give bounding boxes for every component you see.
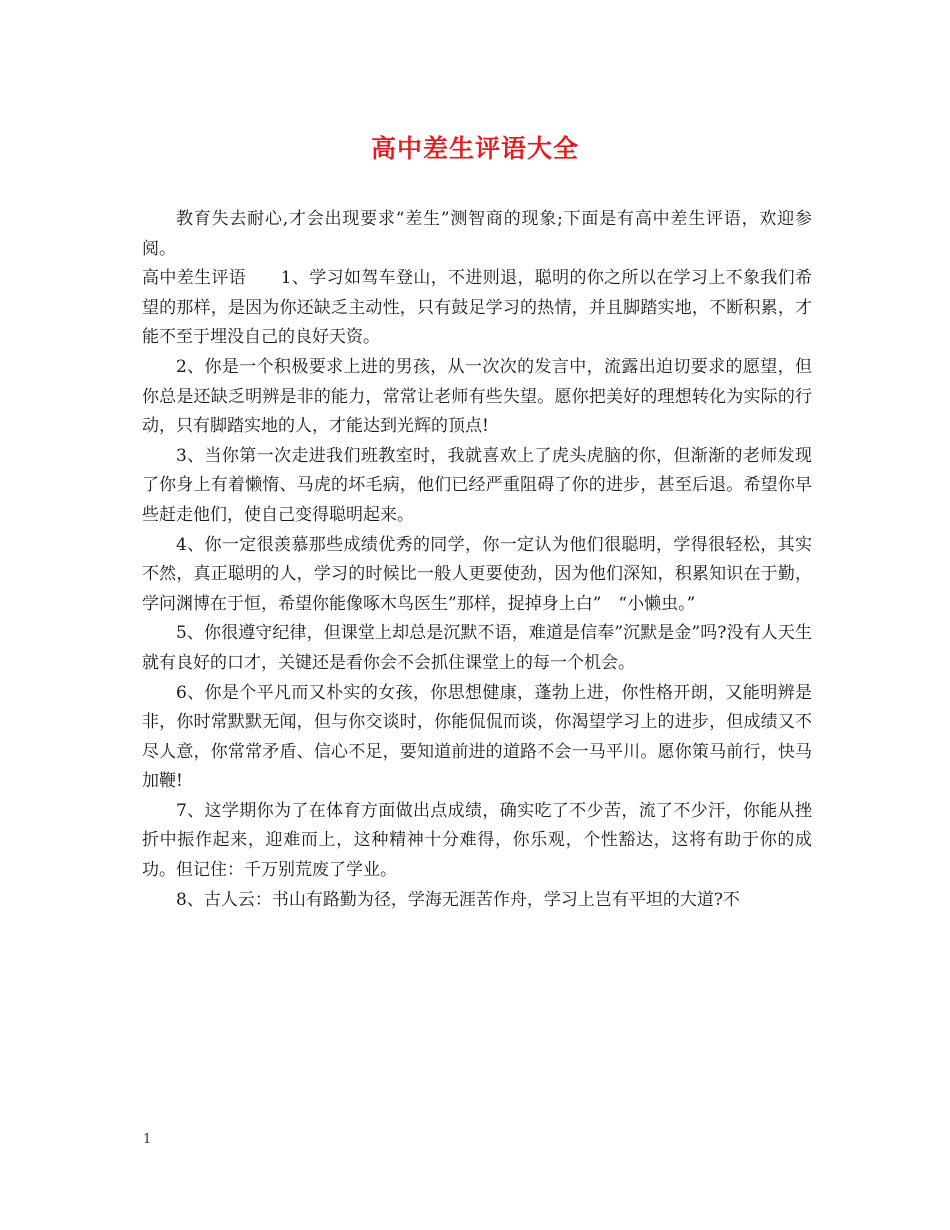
document-body [142, 205, 812, 915]
comment-paragraph-2: 2、你是一个积极要求上进的男孩，从一次次的发言中，流露出迫切要求的愿望，但你总是还缺乏明辨是非的能力，常常让老师有些失望。愿你把美好的理想转化为实际的行动，只有脚踏实地的人，才能达到光辉的顶点! [142, 356, 812, 437]
comment-paragraph-1: 高中差生评语 1、学习如驾车登山，不进则退，聪明的你之所以在学习上不象我们希望的那样，是因为你还缺乏主动性，只有鼓足学习的热情，并且脚踏实地，不断积累，才能不至于埋没自己的良好天资。 [142, 268, 812, 348]
comment-paragraph-8: 8、古人云：书山有路勤为径，学海无涯苦作舟，学习上岂有平坦的大道?不 [176, 889, 740, 910]
page-number: 1 [143, 1132, 152, 1147]
intro-paragraph: 教育失去耐心,才会出现要求“差生”测智商的现象;下面是有高中差生评语，欢迎参阅。 [142, 209, 812, 259]
comment-paragraph-6: 6、你是个平凡而又朴实的女孩，你思想健康，蓬勃上进，你性格开朗，又能明辨是非，你时常默默无闻，但与你交谈时，你能侃侃而谈，你渴望学习上的进步，但成绩又不尽人意，你常常矛盾、信心不足，要知道前进的道路不会一马平川。愿你策马前行，快马加鞭! [142, 682, 812, 792]
comment-paragraph-5: 5、你很遵守纪律，但课堂上却总是沉默不语，难道是信奉”沉默是金”吗?没有人天生就有良好的口才，关键还是看你会不会抓住课堂上的每一个机会。 [142, 623, 812, 673]
comment-paragraph-4: 4、你一定很羡慕那些成绩优秀的同学，你一定认为他们很聪明，学得很轻松，其实不然，真正聪明的人，学习的时候比一般人更要使劲，因为他们深知，积累知识在于勤，学问渊博在于恒，希望你能像啄木鸟医生”那样，捉掉身上白” “小懒虫。” [142, 534, 812, 614]
comment-paragraph-7: 7、这学期你为了在体育方面做出点成绩，确实吃了不少苦，流了不少汗，你能从挫折中振作起来，迎难而上，这种精神十分难得，你乐观，个性豁达，这将有助于你的成功。但记住：千万别荒废了学业。 [142, 800, 812, 881]
comment-paragraph-3: 3、当你第一次走进我们班教室时，我就喜欢上了虎头虎脑的你，但渐渐的老师发现了你身上有着懒惰、马虎的坏毛病，他们已经严重阻碍了你的进步，甚至后退。希望你早些赶走他们，使自己变得聪明起来。 [142, 445, 812, 525]
document-title: 高中差生评语大全 [370, 134, 579, 163]
